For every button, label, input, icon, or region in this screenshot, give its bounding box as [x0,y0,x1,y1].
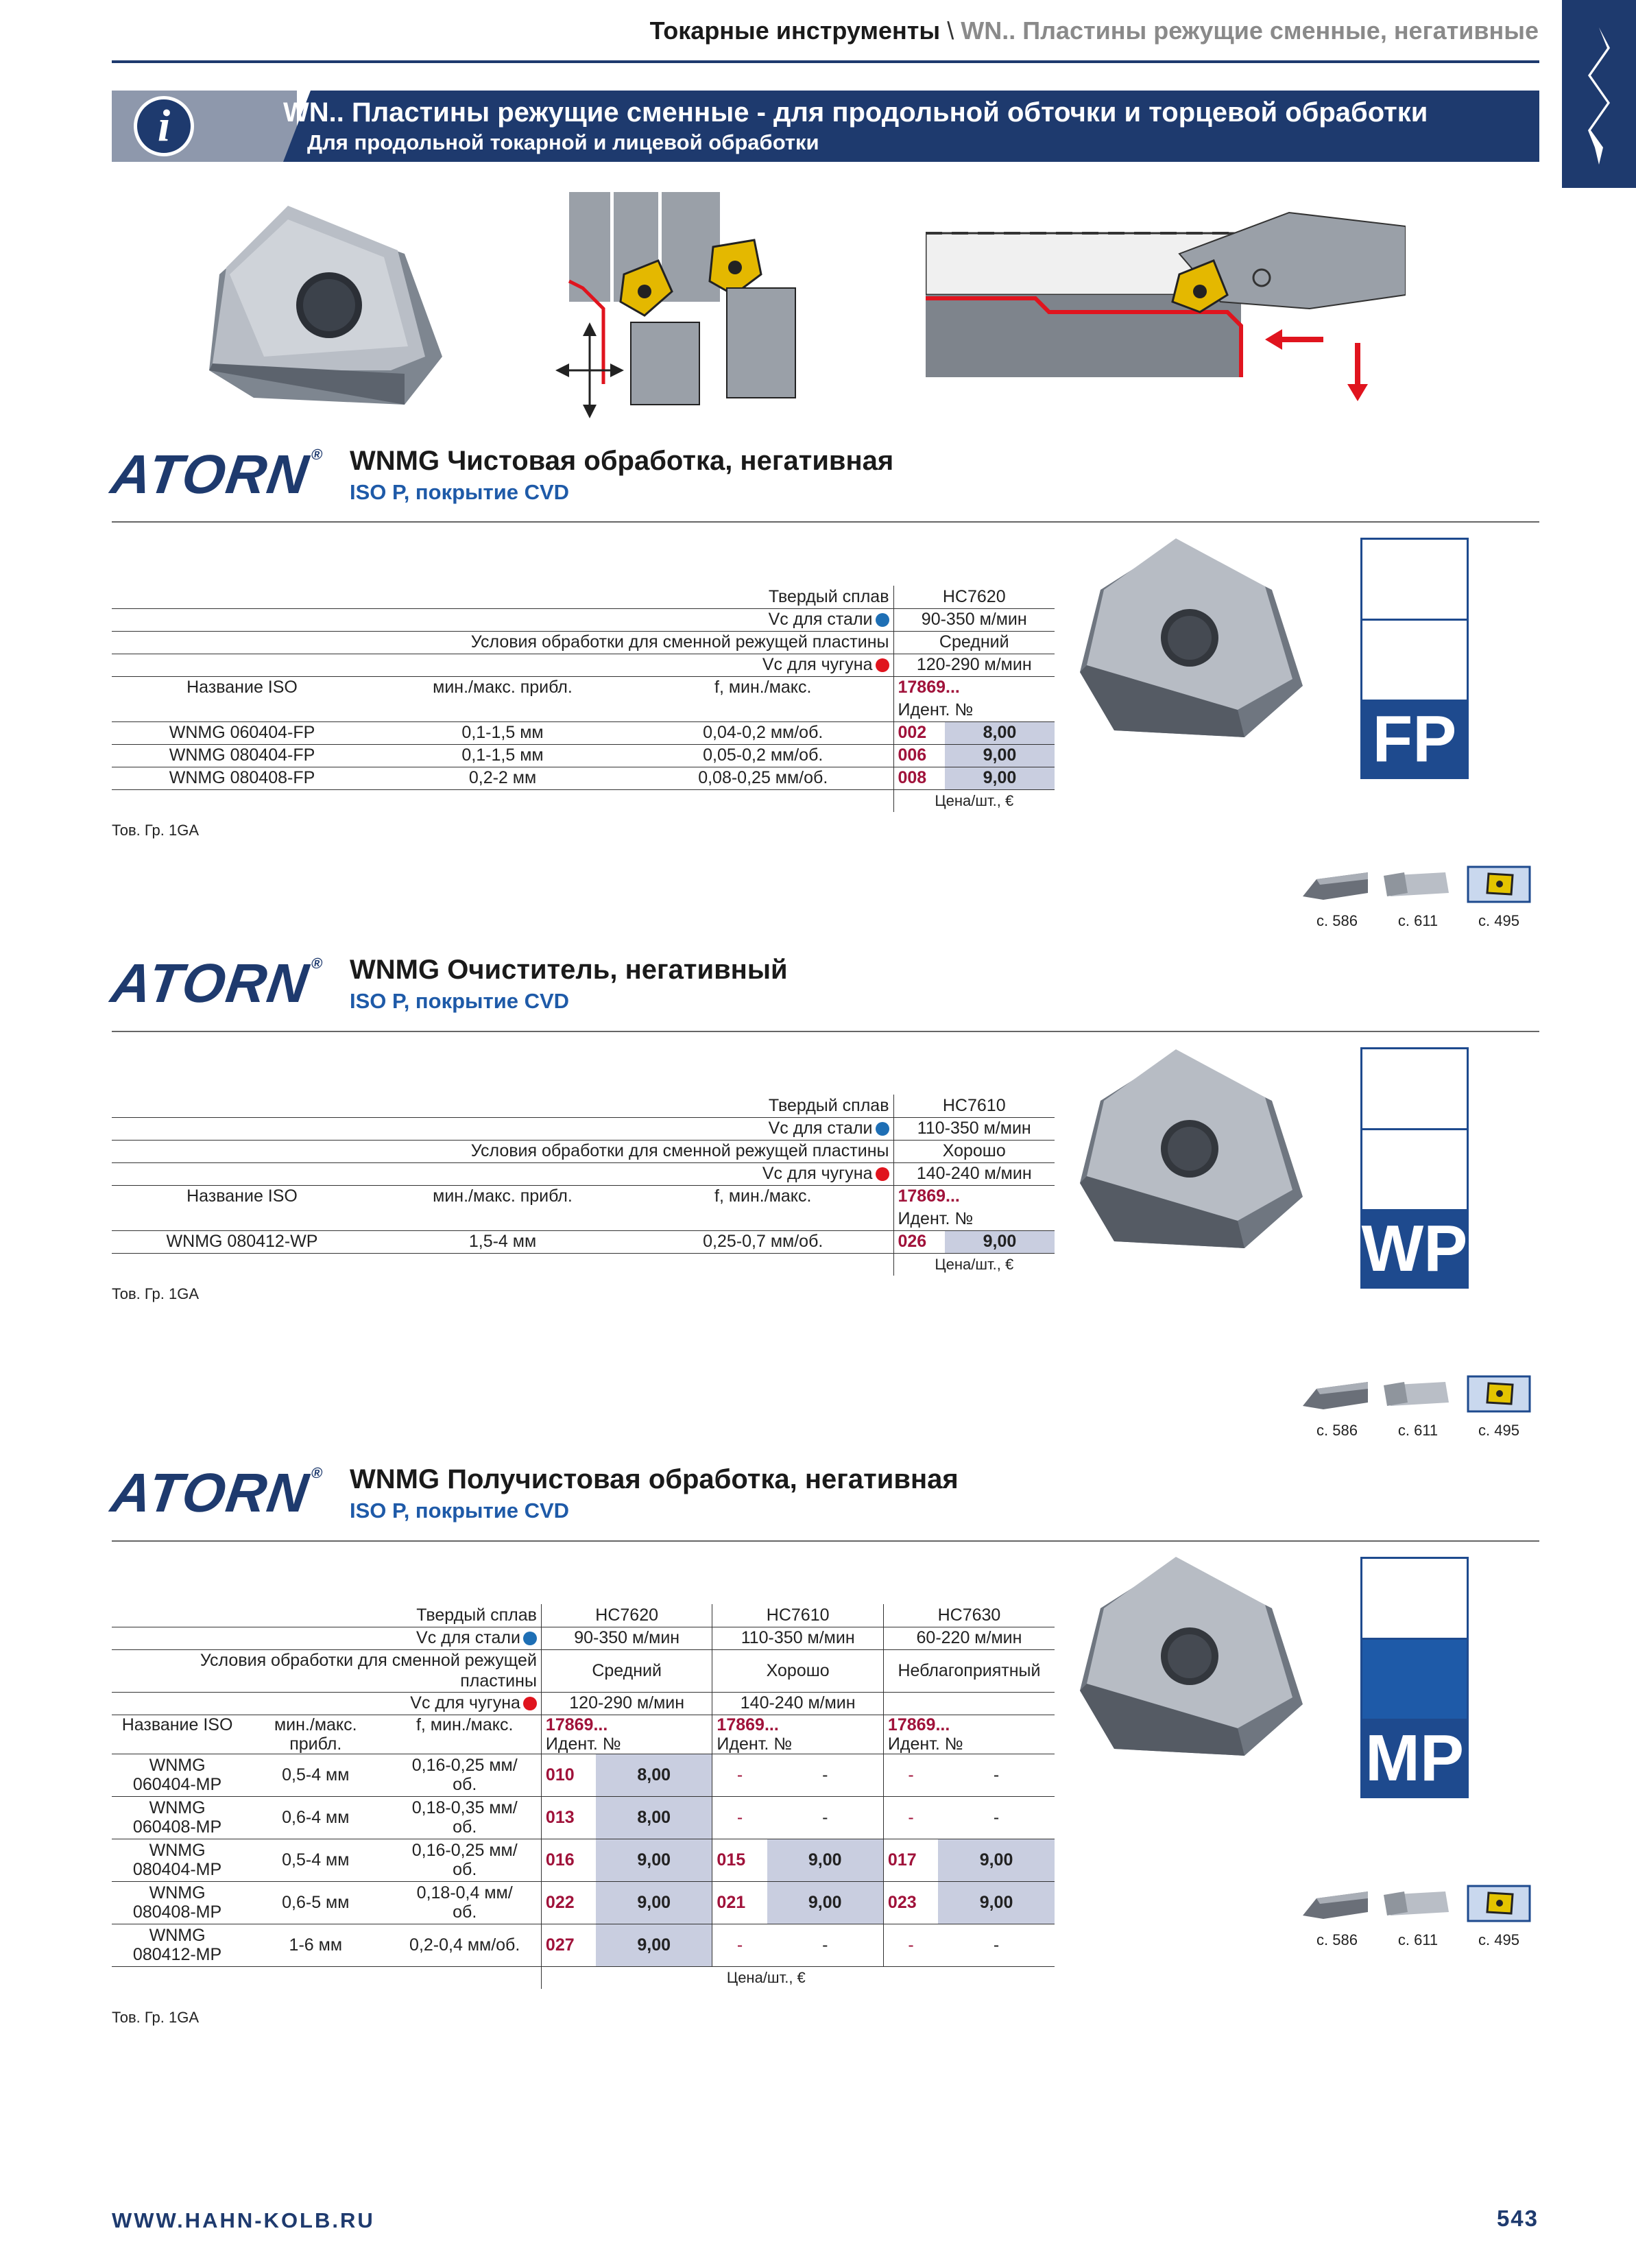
chipbreaker-level-fill [1362,1640,1467,1719]
tool-holder-icon[interactable] [1303,1375,1371,1413]
table-row[interactable]: WNMG 060404-FP 0,1-1,5 мм 0,04-0,2 мм/об. 002 8,00 [112,721,1055,744]
steel-dot-icon [523,1632,537,1645]
table-row[interactable]: WNMG 080408-FP 0,2-2 мм 0,08-0,25 мм/об. 008 9,00 [112,767,1055,789]
page-header-title [650,16,1539,45]
header-title-main: Токарные инструменты [649,16,941,45]
spec-table: Твердый сплав HC7620 HC7610 HC7630 Vc для стали 90-350 м/мин 110-350 м/мин 60-220 м/мин Условия обработки для сменной режущей пластины Средний Хорошо Неблагоприятный Vc для чугуна 120-290 м/мин 140-240 м/мин Название ISO мин./макс. прибл. f, мин./макс. 17869... Идент. № 17869... Идент. № 17869... Идент. № WNMG 060404-MP 0,5-4 мм 0,16-0,25 мм/ об. 010 8,00 - - - - WNMG 060408-MP 0,6-4 мм 0,18-0,35 мм/ об. 013 8,00 - - - - WNMG 080404-MP 0,5-4 мм 0,16-0,25 мм/ об. 016 9,00 015 9,00 017 9,00 WNMG 080408-MP 0,6-5 мм 0,18-0,4 мм/ об. 022 9,00 021 9,00 023 9,00 WNMG 080412-MP 1-6 мм 0,2-0,4 мм/об. 027 9,00 - - - - Цена/шт., € [112,1604,1055,1989]
ref-page-label[interactable]: с. 586 [1316,912,1358,929]
cast-dot-icon [876,658,889,672]
steel-dot-icon [876,613,889,627]
vc-steel-label: Vc для стали [112,608,893,631]
banner-title: WN.. Пластины режущие сменные - для продольной обточки и торцевой обработки [283,97,1428,128]
ref-page-label[interactable]: с. 495 [1478,1422,1519,1439]
condition-value: Средний [893,631,1055,654]
section-subtitle: ISO P, покрытие CVD [350,480,570,504]
header-title-separator: \ [947,16,954,45]
carbide-label: Твердый сплав [416,1605,537,1625]
footer-website-link[interactable]: WWW.HAHN-KOLB.RU [112,2208,375,2232]
vc-steel-value: 110-350 м/мин [893,1117,1055,1140]
banner-icon-panel [112,91,297,162]
spec-table [112,1095,1055,1276]
insert-photo-top [206,199,446,411]
header-title-code: WN.. [961,16,1016,45]
grade-value: HC7620 [893,586,1055,608]
steel-dot-icon [876,1122,889,1136]
table-row[interactable]: WNMG 080412-MP 1-6 мм 0,2-0,4 мм/об. 027 9,00 - - - - [112,1924,1055,1966]
conditions-label: Условия обработки для сменной режущей пластины [470,632,889,652]
chapter-tab[interactable] [1562,0,1636,188]
vc-cast-value: 120-290 м/мин [893,654,1055,676]
section-title: WNMG Чистовая обработка, негативная [350,446,894,476]
conditions-label: Условия обработки для сменной режущей пластины [200,1651,537,1691]
section-subtitle: ISO P, покрытие CVD [350,989,570,1013]
col-feed: f, мин./макс. [714,1186,812,1206]
section-rule [112,1031,1539,1032]
col-minmax: мин./макс. прибл. [433,1186,573,1206]
col-feed: f, мин./макс. [416,1715,514,1734]
boring-bar-icon[interactable] [1384,1375,1452,1413]
header-rule [112,60,1539,63]
ref-page-label[interactable]: с. 611 [1397,912,1439,929]
col-iso-name: Название ISO [187,678,298,697]
vc-cast-label: Vc для чугуна [112,1162,893,1185]
chipbreaker-badge [1360,538,1469,779]
id-label: Идент. № [893,1208,1055,1230]
conditions-label: Условия обработки для сменной режущей пластины [470,1141,889,1160]
reference-links [1303,1375,1536,1451]
vc-cast-label: Vc для чугуна [112,654,893,676]
price-label: Цена/шт., € [893,789,1055,812]
chipbreaker-label: FP [1360,700,1469,779]
id-prefix: 17869... [893,1185,1055,1208]
cast-dot-icon [523,1697,537,1710]
chipbreaker-badge [1360,1557,1469,1798]
grade-value: HC7610 [893,1095,1055,1117]
tool-holder-icon[interactable] [1303,1885,1371,1922]
id-prefix: 17869... [893,676,1055,699]
col-minmax: мин./макс. прибл. [274,1715,357,1754]
col-feed: f, мин./макс. [714,678,812,697]
section-title: WNMG Получистовая обработка, негативная [350,1464,959,1494]
col-iso-name: Название ISO [187,1186,298,1206]
product-group: Тов. Гр. 1GA [112,822,200,839]
page-number: 543 [1496,2206,1539,2231]
banner-subtitle: Для продольной токарной и лицевой обработки [307,130,819,154]
table-row[interactable]: WNMG 080404-FP 0,1-1,5 мм 0,05-0,2 мм/об. 006 9,00 [112,744,1055,767]
table-row[interactable]: WNMG 080404-MP 0,5-4 мм 0,16-0,25 мм/ об. 016 9,00 015 9,00 017 9,00 [112,1839,1055,1881]
id-label: Идент. № [893,699,1055,721]
atorn-logo: ATORN® [107,444,326,505]
table-row[interactable]: WNMG 080412-WP 1,5-4 мм 0,25-0,7 мм/об. 026 9,00 [112,1230,1055,1253]
ref-page-label[interactable]: с. 611 [1397,1422,1439,1439]
insert-photo [1073,1553,1306,1759]
ref-page-label[interactable]: с. 495 [1478,1931,1519,1948]
info-icon: i [134,96,194,156]
atorn-logo: ATORN® [107,953,326,1014]
vc-steel-label: Vc для стали [112,1627,541,1649]
insert-shape-icon[interactable] [1465,866,1533,903]
ref-page-label[interactable]: с. 611 [1397,1931,1439,1948]
turning-diagram-1 [542,178,823,425]
insert-shape-icon[interactable] [1465,1885,1533,1922]
table-row[interactable]: WNMG 080408-MP 0,6-5 мм 0,18-0,4 мм/ об. 022 9,00 021 9,00 023 9,00 [112,1881,1055,1924]
product-group: Тов. Гр. 1GA [112,1285,200,1302]
section-rule [112,521,1539,523]
chipbreaker-label: WP [1360,1209,1469,1289]
ref-page-label[interactable]: с. 586 [1316,1931,1358,1948]
table-row[interactable]: WNMG 060408-MP 0,6-4 мм 0,18-0,35 мм/ об. 013 8,00 - - - - [112,1796,1055,1839]
carbide-label: Твердый сплав [768,586,889,606]
carbide-label: Твердый сплав [768,1095,889,1115]
vc-cast-label: Vc для чугуна [112,1692,541,1715]
tool-holder-icon[interactable] [1303,866,1371,903]
table-row[interactable]: WNMG 060404-MP 0,5-4 мм 0,16-0,25 мм/ об. 010 8,00 - - - - [112,1754,1055,1796]
product-group: Тов. Гр. 1GA [112,2009,200,2026]
vc-steel-value: 90-350 м/мин [893,608,1055,631]
vc-steel-label: Vc для стали [112,1117,893,1140]
insert-photo [1073,535,1306,741]
cast-dot-icon [876,1167,889,1181]
insert-shape-icon[interactable] [1465,1375,1533,1413]
condition-value: Хорошо [893,1140,1055,1162]
chipbreaker-badge [1360,1047,1469,1289]
ref-page-label[interactable]: с. 495 [1478,912,1519,929]
turning-diagram-2 [926,199,1406,405]
ref-page-label[interactable]: с. 586 [1316,1422,1358,1439]
col-iso-name: Название ISO [121,1715,233,1734]
price-label: Цена/шт., € [893,1253,1055,1276]
reference-links [1303,866,1536,941]
spec-table [112,586,1055,812]
header-title-rest: Пластины режущие сменные, негативные [1022,16,1539,45]
insert-photo [1073,1046,1306,1252]
section-title: WNMG Очиститель, негативный [350,955,788,985]
section-rule [112,1540,1539,1542]
reference-links [1303,1885,1536,1960]
drill-icon [1583,27,1615,165]
atorn-logo: ATORN® [107,1462,326,1523]
section-subtitle: ISO P, покрытие CVD [350,1499,570,1523]
info-banner [112,91,1539,162]
price-label: Цена/шт., € [541,1966,1055,1989]
vc-cast-value: 140-240 м/мин [893,1162,1055,1185]
col-minmax: мин./макс. прибл. [433,678,573,697]
chipbreaker-label: MP [1360,1719,1469,1798]
boring-bar-icon[interactable] [1384,1885,1452,1922]
boring-bar-icon[interactable] [1384,866,1452,903]
